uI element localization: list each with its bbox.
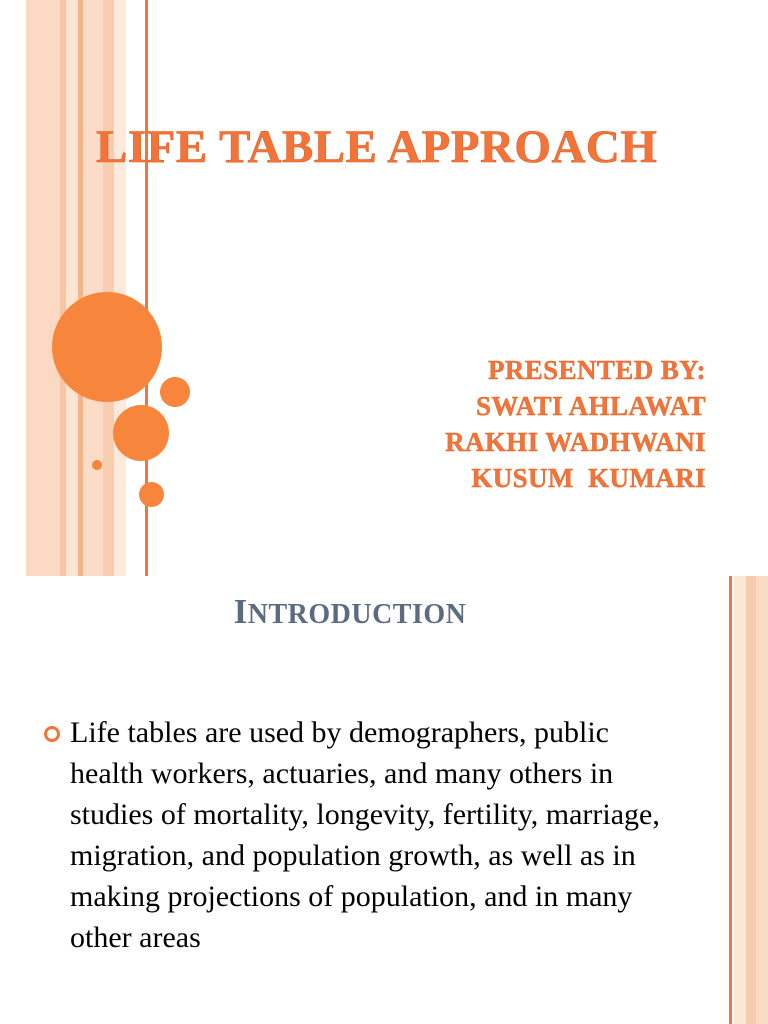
- section-heading: [0, 592, 700, 632]
- stripe: [729, 576, 732, 1024]
- stripe: [114, 0, 126, 576]
- decorative-circle-medium: [113, 405, 169, 461]
- author-name: RAKHI WADHWANI: [445, 427, 706, 457]
- stripe: [746, 576, 756, 1024]
- presented-by-block: [445, 352, 706, 496]
- author-name: SWATI AHLAWAT: [475, 391, 706, 421]
- decorative-circle-large: [52, 292, 162, 402]
- stripe: [66, 0, 78, 576]
- decorative-stripes-left: [0, 0, 160, 576]
- stripe: [734, 576, 746, 1024]
- presented-by-label: PRESENTED BY:: [487, 355, 706, 385]
- decorative-circle-tiny: [92, 460, 102, 470]
- bullet-circle-icon: [44, 726, 60, 742]
- stripe: [756, 576, 768, 1024]
- list-item: [44, 712, 680, 958]
- author-name: KUSUM KUMARI: [471, 463, 706, 493]
- section-heading-rest: NTRODUCTION: [247, 599, 467, 630]
- stripe: [26, 0, 60, 576]
- section-heading-initial: I: [233, 592, 248, 631]
- slide-title-text: LIFE TABLE APPROACH: [96, 121, 658, 173]
- bullet-text: Life tables are used by demographers, public health workers, actuaries, and many others in studies of mortality, longevity, fertility, marriage, migration, and population growth, as well as in making projections of population, and in many other areas: [70, 716, 660, 954]
- stripe: [83, 0, 103, 576]
- stripe: [103, 0, 114, 576]
- decorative-circle-small: [139, 482, 164, 507]
- decorative-stripes-right: [708, 576, 768, 1024]
- decorative-circle-small: [160, 377, 190, 407]
